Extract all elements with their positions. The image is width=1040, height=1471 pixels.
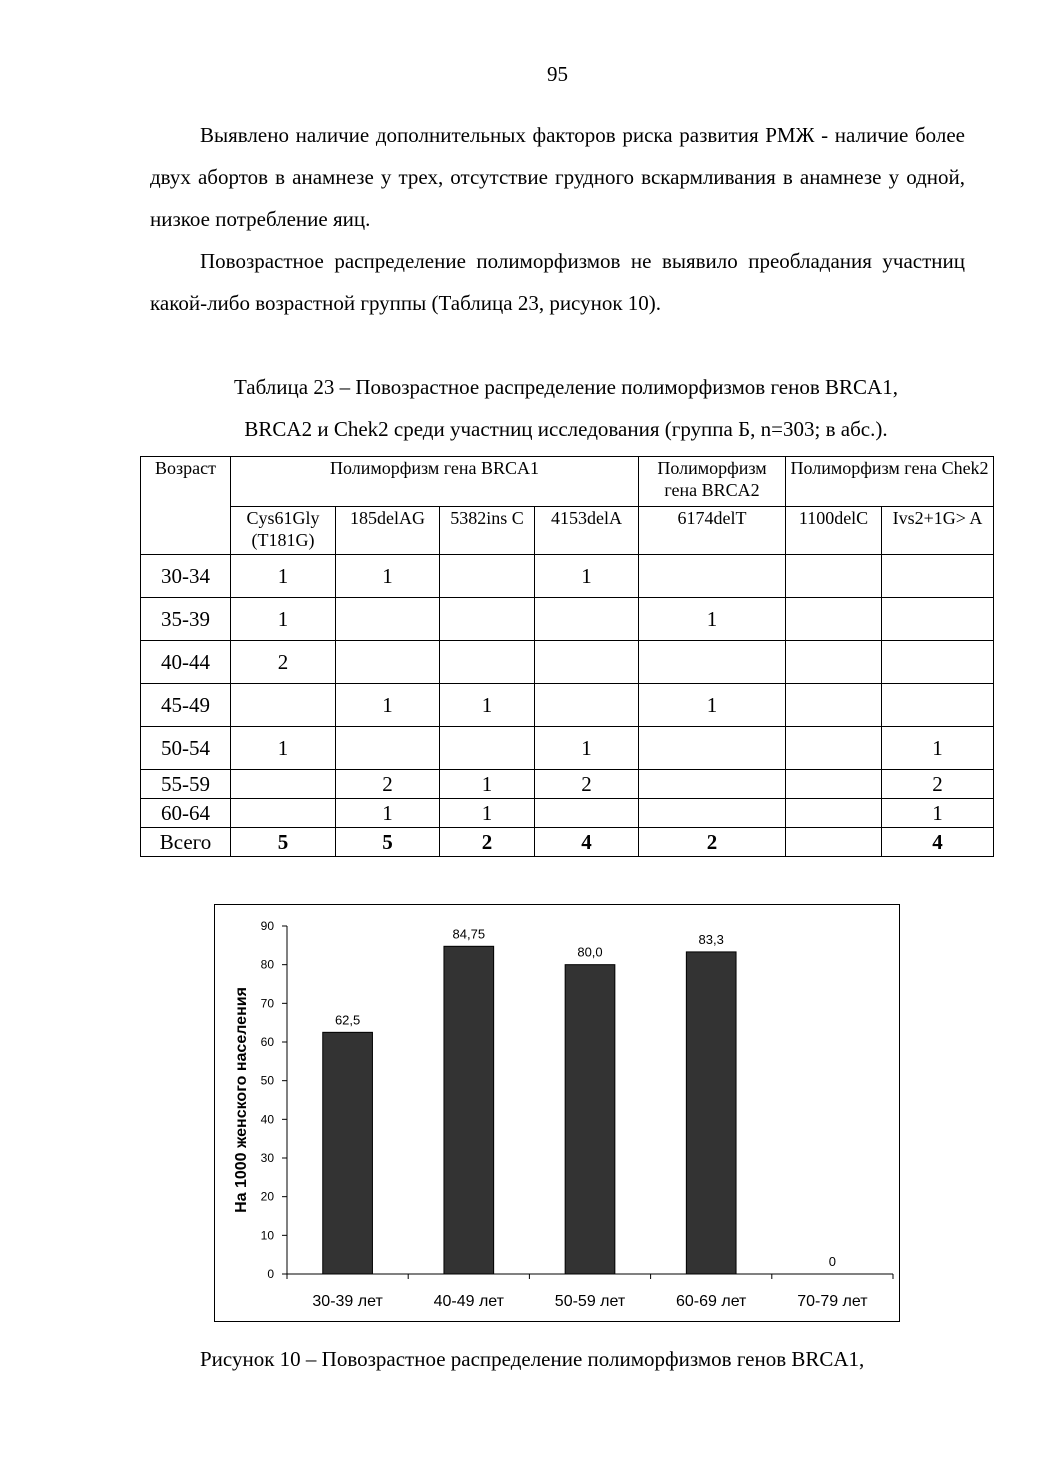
table-row [141, 555, 994, 598]
table-cell [535, 684, 639, 727]
column-header: 4153delA [535, 507, 639, 555]
table-cell: 1 [639, 684, 786, 727]
table-cell: 1 [535, 555, 639, 598]
table-cell [786, 684, 882, 727]
table-row [141, 641, 994, 684]
table-cell [535, 598, 639, 641]
bar [686, 952, 736, 1274]
y-tick-label: 0 [267, 1267, 274, 1281]
table-cell [440, 598, 535, 641]
bar-chart-svg [215, 905, 899, 1321]
table-cell: 2 [336, 770, 440, 799]
table-row [141, 770, 994, 799]
table-cell: 1 [440, 799, 535, 828]
table-row [141, 799, 994, 828]
table-caption-line-1: Таблица 23 – Повозрастное распределение полиморфизмов генов BRCA1, [234, 375, 898, 399]
table-cell [336, 727, 440, 770]
row-age: 45-49 [141, 684, 231, 727]
figure-caption: Рисунок 10 – Повозрастное распределение полиморфизмов генов BRCA1, [200, 1347, 865, 1371]
table-cell [786, 598, 882, 641]
table-cell [440, 727, 535, 770]
y-tick-label: 30 [260, 1151, 274, 1165]
bar [444, 946, 494, 1274]
table-cell: 1 [231, 555, 336, 598]
table-cell [535, 641, 639, 684]
bar-data-label: 84,75 [452, 926, 486, 942]
x-category-label: 60-69 лет [675, 1293, 747, 1310]
table-cell: 1 [639, 598, 786, 641]
table-cell [639, 799, 786, 828]
table-cell [231, 684, 336, 727]
x-category-label: 40-49 лет [433, 1293, 505, 1310]
table-row [141, 598, 994, 641]
table-cell [639, 770, 786, 799]
row-age: 35-39 [141, 598, 231, 641]
y-tick-label: 50 [260, 1073, 274, 1088]
table-cell: 1 [440, 684, 535, 727]
column-header: 1100delC [786, 507, 882, 555]
table-cell: 5 [336, 828, 440, 857]
table-cell [639, 641, 786, 684]
header-age: Возраст [141, 457, 231, 555]
table-cell [786, 828, 882, 857]
bar-data-label: 83,3 [698, 931, 724, 947]
table-cell [336, 598, 440, 641]
table-cell [231, 770, 336, 799]
table-caption-line-2: BRCA2 и Chek2 среди участниц исследования (группа Б, n=303; в абс.). [244, 417, 888, 441]
table-cell [786, 555, 882, 598]
table-cell: 2 [882, 770, 994, 799]
bar-data-label: 80,0 [577, 944, 603, 960]
table-cell [639, 727, 786, 770]
row-age: 30-34 [141, 555, 231, 598]
row-age: 40-44 [141, 641, 231, 684]
table-cell: 5 [231, 828, 336, 857]
column-header: Cys61Gly (T181G) [231, 507, 336, 555]
table-row [141, 684, 994, 727]
y-tick-label: 20 [260, 1189, 274, 1204]
table-cell [786, 641, 882, 684]
table-cell [786, 727, 882, 770]
y-tick-label: 70 [260, 996, 274, 1011]
x-category-label: 30-39 лет [312, 1293, 383, 1310]
table-cell [639, 555, 786, 598]
table-cell: 1 [336, 555, 440, 598]
table-cell: 2 [231, 641, 336, 684]
table-cell: 4 [535, 828, 639, 857]
bar [565, 965, 615, 1274]
polymorphism-table [140, 456, 994, 857]
paragraph-age-distribution: Повозрастное распределение полиморфизмов не выявило преобладания участниц какой-либо возрастной группы (Таблица 23, рисунок 10). [150, 249, 965, 315]
table-cell: 1 [231, 598, 336, 641]
table-cell [440, 555, 535, 598]
row-age: 60-64 [141, 799, 231, 828]
table-cell [336, 641, 440, 684]
header-brca1: Полиморфизм гена BRCA1 [231, 457, 639, 507]
table-cell: 2 [639, 828, 786, 857]
column-header: 6174delT [639, 507, 786, 555]
table-cell [231, 799, 336, 828]
y-tick-label: 90 [260, 919, 274, 933]
y-tick-label: 40 [260, 1112, 274, 1127]
bar-chart [214, 904, 900, 1322]
header-chek2: Полиморфизм гена Chek2 [786, 457, 994, 507]
table-cell: 1 [882, 727, 994, 770]
table-cell: 1 [535, 727, 639, 770]
row-age: 50-54 [141, 727, 231, 770]
table-cell: 1 [336, 684, 440, 727]
column-header: 185delAG [336, 507, 440, 555]
table-row-total [141, 828, 994, 857]
table-cell: 4 [882, 828, 994, 857]
bar-data-label: 0 [828, 1254, 837, 1269]
table-cell [882, 598, 994, 641]
paragraph-risk-factors: Выявлено наличие дополнительных факторов риска развития РМЖ - наличие более двух абортов в анамнезе у трех, отсутствие грудного вскармливания в анамнезе у одной, низкое потребление яиц. [150, 123, 965, 231]
table-cell: 1 [440, 770, 535, 799]
x-category-label: 50-59 лет [554, 1293, 626, 1310]
table-caption [140, 366, 992, 450]
x-category-label: 70-79 лет [797, 1293, 868, 1310]
y-tick-label: 10 [260, 1228, 274, 1243]
table-cell [882, 555, 994, 598]
bar-data-label: 62,5 [334, 1012, 361, 1028]
table-cell [882, 684, 994, 727]
table-cell [786, 770, 882, 799]
page-number: 95 [547, 62, 568, 86]
table-cell: 2 [440, 828, 535, 857]
table-cell: 2 [535, 770, 639, 799]
y-axis-title: На 1000 женского населения [233, 987, 250, 1213]
row-age: 55-59 [141, 770, 231, 799]
table-cell: 1 [882, 799, 994, 828]
header-brca2: Полиморфизм гена BRCA2 [639, 457, 786, 507]
row-age: Всего [141, 828, 231, 857]
table-cell [440, 641, 535, 684]
table-cell: 1 [336, 799, 440, 828]
y-tick-label: 80 [260, 957, 274, 972]
column-header: 5382ins C [440, 507, 535, 555]
bar [323, 1032, 373, 1274]
y-tick-label: 60 [260, 1035, 274, 1049]
column-header: Ivs2+1G> A [882, 507, 994, 555]
table-cell [786, 799, 882, 828]
table-cell [882, 641, 994, 684]
table-row [141, 727, 994, 770]
table-cell [535, 799, 639, 828]
table-cell: 1 [231, 727, 336, 770]
